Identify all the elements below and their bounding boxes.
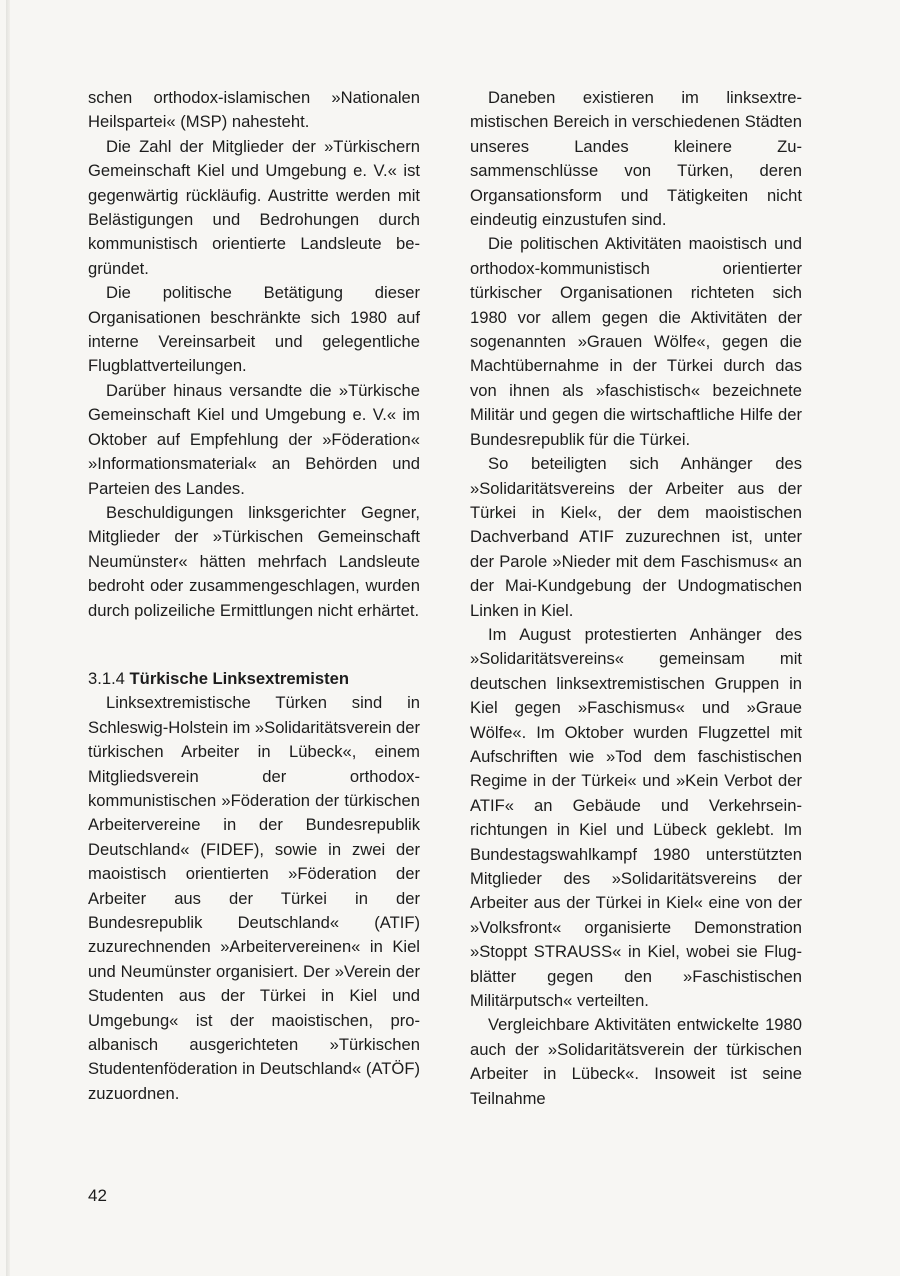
paragraph: Die politische Betätigung dieser Organisationen beschränkte sich 1980 auf interne Vereinsarbeit und gelegentliche Flugblattverteilungen. — [88, 283, 420, 376]
section-heading — [88, 667, 420, 691]
paragraph: Linksextremistische Türken sind in Schleswig-Holstein im »Solidaritätsverein der türkischen Arbeiter in Lübeck«, einem Mitgliedsverein der orthodox-kommunistischen »Föderation der türkischen Arbeitervereine in der Bundesrepublik Deutschland« (FIDEF), sowie in zwei der maoistisch orientierten »Föderation der Arbeiter aus der Türkei in der Bundesrepublik Deutschland« (ATIF) zuzurechnenden »Arbeitervereinen« in Kiel und Neumünster organisiert. Der »Verein der Studenten aus der Türkei in Kiel und Umgebung« ist der maoistischen, pro-albanisch ausgerichteten »Türkischen Studentenföderation in Deutschland« (ATÖF) zuzuordnen. — [88, 693, 421, 1103]
paragraph: Daneben existieren im linksextremistischen Bereich in verschiedenen Städten unseres Landes kleinere Zusammenschlüsse von Türken, deren Organsationsform und Tätigkeiten nicht eindeutig einzustufen sind. — [470, 88, 802, 230]
paragraph: Im August protestierten Anhänger des »Solidaritätsvereins« gemeinsam mit deutschen linksextremistischen Gruppen in Kiel gegen »Faschismus« und »Graue Wölfe«. Im Oktober wurden Flugzettel mit Aufschriften wie »Tod dem faschistischen Regime in der Türkei« und »Kein Verbot der ATIF« an Gebäude und Verkehrseinrichtungen in Kiel und Lübeck geklebt. Im Bundestagswahlkampf 1980 unterstützten Mitglieder des »Solidaritätsvereins der Arbeiter aus der Türkei in Kiel« eine von der »Volksfront« organisierte Demonstration »Stoppt STRAUSS« in Kiel, wobei sie Flugblätter gegen den »Faschistischen Militärputsch« verteilten. — [470, 624, 802, 1011]
page-edge-shadow — [6, 0, 10, 1276]
paragraph: Vergleichbare Aktivitäten entwickelte 1980 auch der »Solidaritätsverein der türkischen Arbeiter in Lübeck«. Insoweit ist seine Teilnahme — [470, 1015, 802, 1108]
section-title: Türkische Linksextremisten — [129, 668, 350, 688]
paragraph: Die politischen Aktivitäten maoistisch und orthodox-kommunistisch orientierter türkischer Organisationen richteten sich 1980 vor allem gegen die Aktivitäten der sogenannten »Grauen Wölfe«, gegen die Machtübernahme in der Türkei durch das von ihnen als »faschistisch« bezeichnete Militär und gegen die wirtschaftliche Hilfe der Bundesrepublik für die Türkei. — [470, 234, 802, 449]
section-number: 3.1.4 — [88, 668, 125, 688]
left-column — [88, 86, 420, 1106]
paragraph: Darüber hinaus versandte die »Türkische Gemeinschaft Kiel und Umgebung e. V.« im Oktober auf Empfehlung der »Föderation« »Informationsmaterial« an Behörden und Parteien des Landes. — [88, 380, 420, 498]
page-number: 42 — [88, 1186, 107, 1205]
paragraph: Beschuldigungen linksgerichter Gegner, Mitglieder der »Türkischen Gemeinschaft Neumünster« hätten mehrfach Landsleute bedroht oder zusammengeschlagen, wurden durch polizeiliche Ermittlungen nicht erhärtet. — [88, 502, 420, 620]
paragraph: So beteiligten sich Anhänger des »Solidaritätsvereins der Arbeiter aus der Türkei in Kiel«, der dem maoistischen Dachverband ATIF zuzurechnen ist, unter der Parole »Nieder mit dem Faschismus« an der Mai-Kundgebung der Undogmatischen Linken in Kiel. — [470, 454, 802, 620]
paragraph: schen orthodox-islamischen »Nationalen Heilspartei« (MSP) nahesteht. — [88, 88, 420, 132]
paragraph: Die Zahl der Mitglieder der »Türkischern Gemeinschaft Kiel und Umgebung e. V.« ist gegenwärtig rückläufig. Austritte werden mit Belästigungen und Bedrohungen durch kommunistisch orientierte Landsleute begründet. — [88, 136, 420, 278]
right-column — [470, 86, 802, 1111]
